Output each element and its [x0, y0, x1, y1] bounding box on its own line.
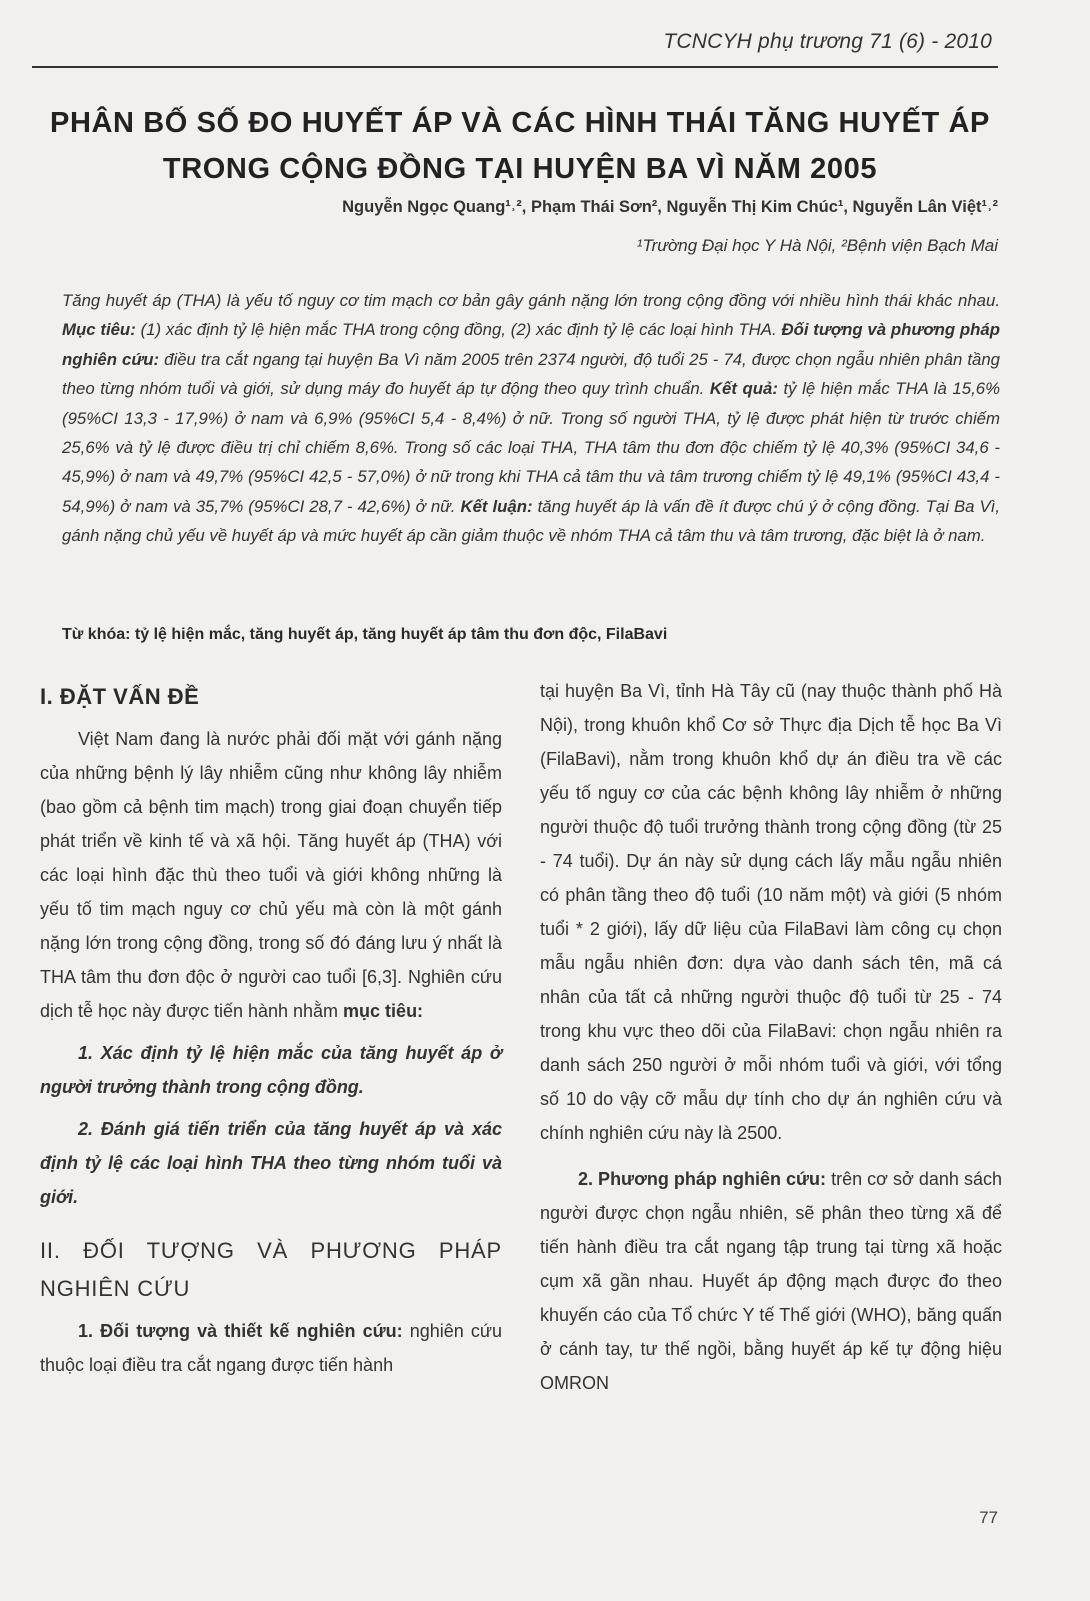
section-1-heading: I. ĐẶT VẤN ĐỀ [40, 684, 200, 709]
title-line-2: TRONG CỘNG ĐỒNG TẠI HUYỆN BA VÌ NĂM 2005 [162, 153, 878, 185]
abstract-objective-text: (1) xác định tỷ lệ hiện mắc THA trong cộng đồng, (2) xác định tỷ lệ các loại hình THA. [135, 320, 782, 340]
abstract-conclusion-text: tăng huyết áp là vấn đề ít được chú ý ở cộng đồng. Tại Ba Vì, gánh nặng chủ yếu về huyết áp và mức huyết áp cần giảm thuộc về nhóm THA cả tâm thu và tâm trương, đặc biệt là ở nam. [62, 496, 1000, 546]
section-2-sub2: 2. Phương pháp nghiên cứu: trên cơ sở danh sách người được chọn ngẫu nhiên, sẽ phân theo từng xã để tiến hành điều tra cắt ngang tập trung tại từng xã hoặc cụm xã gần nhau. Huyết áp động mạch được đo theo khuyến cáo của Tổ chức Y tế Thế giới (WHO), băng quấn ở cánh tay, tư thế ngồi, bằng huyết áp kế tự động hiệu OMRON [540, 1169, 1002, 1393]
right-column [540, 674, 1002, 1400]
abstract-methods-text: điều tra cắt ngang tại huyện Ba Vì năm 2005 trên 2374 người, độ tuổi 25 - 74, được chọn ngẫu nhiên phân tầng theo từng nhóm tuổi và giới, sử dụng máy đo huyết áp tự động theo quy trình chuẩn. [62, 349, 1000, 399]
section-2-heading: II. ĐỐI TƯỢNG VÀ PHƯƠNG PHÁP NGHIÊN CỨU [40, 1238, 502, 1301]
paper-title [30, 100, 1010, 192]
abstract-methods-label: Đối tượng và phương pháp nghiên cứu: [62, 320, 1000, 369]
left-column [40, 680, 502, 1382]
affiliations: ¹Trường Đại học Y Hà Nội, ²Bệnh viện Bạch Mai [636, 236, 998, 255]
author-list: Nguyễn Ngọc Quang¹˒², Phạm Thái Sơn², Nguyễn Thị Kim Chúc¹, Nguyễn Lân Việt¹˒² [342, 198, 998, 216]
sub1-label: 1. Đối tượng và thiết kế nghiên cứu: [78, 1321, 403, 1341]
abstract [62, 286, 1000, 551]
objective-2: 2. Đánh giá tiến triển của tăng huyết áp và xác định tỷ lệ các loại hình THA theo từng nhóm tuổi và giới. [40, 1119, 502, 1207]
abstract-conclusion-label: Kết luận: [460, 496, 533, 516]
abstract-results-label: Kết quả: [709, 379, 778, 399]
journal-reference: TCNCYH phụ trương 71 (6) - 2010 [663, 30, 992, 53]
objective-1: 1. Xác định tỷ lệ hiện mắc của tăng huyết áp ở người trưởng thành trong cộng đồng. [40, 1043, 502, 1097]
sub2-label: 2. Phương pháp nghiên cứu: [578, 1169, 827, 1189]
objectives-label: mục tiêu: [343, 1001, 424, 1021]
section-1-paragraph: Việt Nam đang là nước phải đối mặt với gánh nặng của những bệnh lý lây nhiễm cũng như không lây nhiễm (bao gồm cả bệnh tim mạch) trong giai đoạn chuyển tiếp phát triển về kinh tế và xã hội. Tăng huyết áp (THA) với các loại hình đặc thù theo tuổi và giới không những là yếu tố tim mạch nguy cơ chủ yếu mà còn là một gánh nặng lớn trong cộng đồng, trong số đó đáng lưu ý nhất là THA tâm thu đơn độc ở người cao tuổi [6,3]. Nghiên cứu dịch tễ học này được tiến hành nhằm mục tiêu: [40, 729, 502, 1021]
abstract-objective-label: Mục tiêu: [62, 320, 136, 340]
abstract-intro: Tăng huyết áp (THA) là yếu tố nguy cơ tim mạch cơ bản gây gánh nặng lớn trong cộng đồng với nhiều hình thái khác nhau. [62, 291, 1000, 310]
abstract-results-text: tỷ lệ hiện mắc THA là 15,6% (95%CI 13,3 - 17,9%) ở nam và 6,9% (95%CI 5,4 - 8,4%) ở nữ. Trong số người THA, tỷ lệ được phát hiện từ trước chiếm 25,6% và tỷ lệ được điều trị chỉ chiếm 8,6%. Trong số các loại THA, THA tâm thu đơn độc chiếm tỷ lệ 40,3% (95%CI 34,6 - 45,9%) ở nam và 49,7% (95%CI 42,5 - 57,0%) ở nữ trong khi THA cả tâm thu và tâm trương chiếm tỷ lệ 49,1% (95%CI 43,4 - 54,9%) ở nam và 35,7% (95%CI 28,7 - 42,6%) ở nữ. [62, 379, 1000, 516]
title-line-1: PHÂN BỐ SỐ ĐO HUYẾT ÁP VÀ CÁC HÌNH THÁI TĂNG HUYẾT ÁP [50, 107, 990, 139]
right-paragraph-1: tại huyện Ba Vì, tỉnh Hà Tây cũ (nay thuộc thành phố Hà Nội), trong khuôn khổ Cơ sở Thực địa Dịch tễ học Ba Vì (FilaBavi), nằm trong khuôn khổ dự án điều tra về các yếu tố nguy cơ của các bệnh không lây nhiễm ở những người thuộc độ tuổi trưởng thành trong cộng đồng (từ 25 - 74 tuổi). Dự án này sử dụng cách lấy mẫu ngẫu nhiên có phân tầng theo độ tuổi (10 năm một) và giới (5 nhóm tuổi * 2 giới), lấy dữ liệu của FilaBavi làm công cụ chọn mẫu ngẫu nhiên đơn: dựa vào danh sách tên, mã cá nhân của tất cả những người thuộc độ tuổi từ 25 - 74 trong khu vực theo dõi của FilaBavi: chọn ngẫu nhiên ra danh sách 250 người ở mỗi nhóm tuổi và giới, với tổng số 10 do vậy cỡ mẫu dự tính cho dự án nghiên cứu và chính nghiên cứu này là 2500. [540, 681, 1002, 1143]
page-number: 77 [979, 1508, 998, 1527]
keywords: Từ khóa: tỷ lệ hiện mắc, tăng huyết áp, tăng huyết áp tâm thu đơn độc, FilaBavi [62, 626, 668, 643]
section-2-sub1: 1. Đối tượng và thiết kế nghiên cứu: nghiên cứu thuộc loại điều tra cắt ngang được tiến hành [40, 1321, 502, 1375]
header-rule [32, 66, 998, 68]
